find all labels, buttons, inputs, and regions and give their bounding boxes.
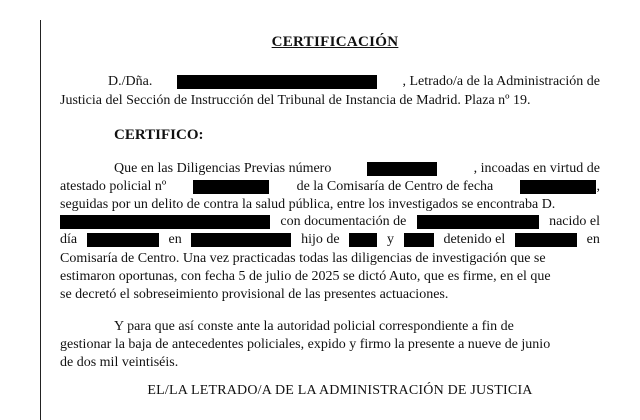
para2-text: y xyxy=(387,232,395,247)
redacted-father-name xyxy=(349,233,377,247)
para2-text: estimaron oportunas, con fecha 5 de julio de 2025 se dictó Auto, que es firme, en el que xyxy=(60,269,551,284)
para2-line5 xyxy=(60,231,600,249)
para2-text: día xyxy=(60,232,78,247)
para2-text: Comisaría de Centro. Una vez practicadas todas las diligencias de investigación que se xyxy=(60,251,546,266)
para2-text: con documentación de xyxy=(280,214,407,229)
redacted-name xyxy=(177,75,377,89)
para3-text: gestionar la baja de antecedentes policiales, expido y firmo la presente a nueve de junio xyxy=(60,337,551,352)
para3-text: Y para que así conste ante la autoridad policial correspondiente a fin de xyxy=(114,319,514,334)
para2-text: , incoadas en virtud de xyxy=(473,161,600,176)
para3-line1 xyxy=(114,318,600,336)
redacted-person-name xyxy=(60,215,270,229)
para2-text: se decretó el sobreseimiento provisional de las presentes actuaciones. xyxy=(60,287,449,302)
para2-line3 xyxy=(60,196,600,214)
certifico-heading: CERTIFICO: xyxy=(114,127,204,143)
para3-text: de dos mil veintiséis. xyxy=(60,355,179,370)
honorific-label: D./Dña. xyxy=(108,74,153,89)
para3-line3 xyxy=(60,354,600,372)
para2-text: hijo de xyxy=(301,232,340,247)
document-title: CERTIFICACIÓN xyxy=(271,34,399,50)
para1-line1-text: , Letrado/a de la Administración de xyxy=(402,74,600,89)
page-margin-line xyxy=(40,20,41,420)
para2-text: atestado policial nº xyxy=(60,179,167,194)
para2-text: Que en las Diligencias Previas número xyxy=(114,161,332,176)
para2-line2 xyxy=(60,178,600,196)
para2-text: en xyxy=(168,232,182,247)
para2-text: en xyxy=(586,232,600,247)
para2-text: detenido el xyxy=(443,232,506,247)
para2-line7 xyxy=(60,268,600,286)
para2-line1 xyxy=(114,160,600,178)
redacted-birth-date xyxy=(87,233,159,247)
redacted-mother-name xyxy=(404,233,434,247)
para2-line4 xyxy=(60,213,600,231)
redacted-case-number xyxy=(367,162,437,176)
para2-text: de la Comisaría de Centro de fecha xyxy=(296,179,494,194)
para3-line2 xyxy=(60,336,600,354)
para1-line1 xyxy=(108,73,600,91)
para2-line8 xyxy=(60,286,600,304)
para2-text: seguidas por un delito de contra la salud pública, entre los investigados se encontraba D. xyxy=(60,197,556,212)
redacted-id-document xyxy=(417,215,539,229)
redacted-detention-date xyxy=(515,233,577,247)
signature-caption: EL/LA LETRADO/A DE LA ADMINISTRACIÓN DE JUSTICIA xyxy=(147,383,533,398)
para1-line2-text: Justicia del Sección de Instrucción del Tribunal de Instancia de Madrid. Plaza nº 19. xyxy=(60,93,531,108)
para2-line6 xyxy=(60,250,600,268)
para2-text: nacido el xyxy=(549,214,600,229)
redacted-birth-place xyxy=(191,233,291,247)
redacted-date xyxy=(520,180,596,194)
redacted-report-number xyxy=(193,180,269,194)
para1-line2 xyxy=(60,92,600,110)
para2-text: , xyxy=(596,179,600,194)
